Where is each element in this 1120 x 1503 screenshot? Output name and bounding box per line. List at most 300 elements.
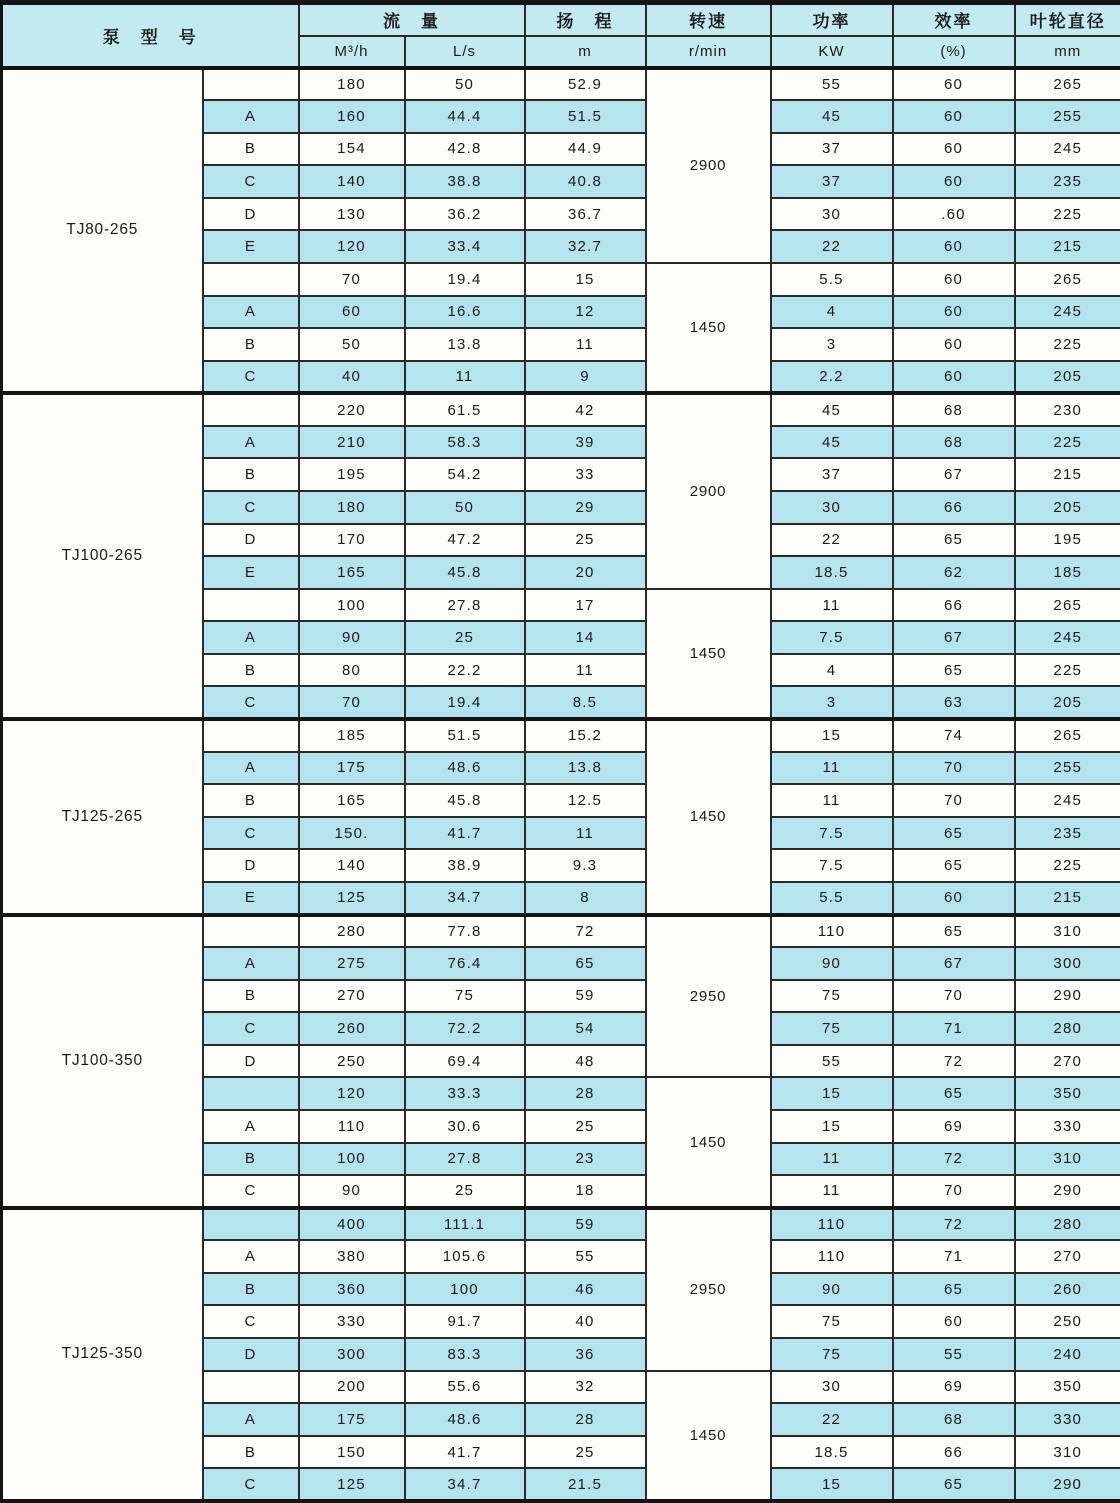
variant-cell: C	[203, 1175, 299, 1208]
efficiency-cell: 71	[893, 1240, 1015, 1273]
table-row	[2, 393, 1120, 426]
efficiency-cell: 60	[893, 296, 1015, 329]
speed-cell: 2950	[646, 1208, 771, 1371]
flow-ls-cell: 22.2	[405, 654, 525, 687]
header-speed: 转速	[646, 3, 771, 36]
impeller-cell: 185	[1015, 556, 1120, 589]
flow-ls-cell: 91.7	[405, 1305, 525, 1338]
power-cell: 11	[771, 752, 893, 785]
impeller-cell: 235	[1015, 165, 1120, 198]
flow-ls-cell: 76.4	[405, 947, 525, 980]
head-m-cell: 40	[525, 1305, 646, 1338]
variant-cell: C	[203, 1468, 299, 1501]
flow-m3h-cell: 210	[299, 426, 405, 459]
efficiency-cell: 60	[893, 263, 1015, 296]
flow-m3h-cell: 400	[299, 1208, 405, 1241]
head-m-cell: 72	[525, 915, 646, 948]
flow-m3h-cell: 125	[299, 1468, 405, 1501]
unit-kw: KW	[771, 36, 893, 68]
efficiency-cell: 55	[893, 1338, 1015, 1371]
flow-ls-cell: 16.6	[405, 296, 525, 329]
head-m-cell: 40.8	[525, 165, 646, 198]
variant-cell: A	[203, 1240, 299, 1273]
impeller-cell: 215	[1015, 882, 1120, 915]
flow-m3h-cell: 175	[299, 1403, 405, 1436]
flow-m3h-cell: 60	[299, 296, 405, 329]
variant-cell	[203, 719, 299, 752]
head-m-cell: 21.5	[525, 1468, 646, 1501]
flow-ls-cell: 34.7	[405, 882, 525, 915]
flow-ls-cell: 83.3	[405, 1338, 525, 1371]
efficiency-cell: 65	[893, 1077, 1015, 1110]
flow-ls-cell: 48.6	[405, 752, 525, 785]
flow-ls-cell: 72.2	[405, 1012, 525, 1045]
flow-m3h-cell: 165	[299, 556, 405, 589]
head-m-cell: 33	[525, 458, 646, 491]
power-cell: 90	[771, 947, 893, 980]
impeller-cell: 290	[1015, 1468, 1120, 1501]
power-cell: 11	[771, 1143, 893, 1176]
flow-ls-cell: 19.4	[405, 686, 525, 719]
head-m-cell: 46	[525, 1273, 646, 1306]
head-m-cell: 17	[525, 589, 646, 622]
efficiency-cell: 60	[893, 328, 1015, 361]
power-cell: 3	[771, 686, 893, 719]
power-cell: 75	[771, 980, 893, 1013]
variant-cell	[203, 1371, 299, 1404]
flow-m3h-cell: 154	[299, 133, 405, 166]
flow-m3h-cell: 40	[299, 361, 405, 394]
variant-cell: A	[203, 1403, 299, 1436]
power-cell: 11	[771, 589, 893, 622]
impeller-cell: 225	[1015, 198, 1120, 231]
flow-ls-cell: 111.1	[405, 1208, 525, 1241]
variant-cell: D	[203, 524, 299, 557]
power-cell: 11	[771, 784, 893, 817]
variant-cell: B	[203, 784, 299, 817]
flow-ls-cell: 44.4	[405, 100, 525, 133]
impeller-cell: 225	[1015, 328, 1120, 361]
efficiency-cell: 60	[893, 68, 1015, 101]
head-m-cell: 8.5	[525, 686, 646, 719]
impeller-cell: 245	[1015, 784, 1120, 817]
impeller-cell: 280	[1015, 1012, 1120, 1045]
efficiency-cell: 60	[893, 882, 1015, 915]
power-cell: 90	[771, 1273, 893, 1306]
variant-cell: C	[203, 361, 299, 394]
flow-m3h-cell: 360	[299, 1273, 405, 1306]
flow-ls-cell: 61.5	[405, 393, 525, 426]
header-flow: 流 量	[299, 3, 525, 36]
flow-ls-cell: 38.8	[405, 165, 525, 198]
head-m-cell: 25	[525, 1436, 646, 1469]
unit-ls: L/s	[405, 36, 525, 68]
head-m-cell: 13.8	[525, 752, 646, 785]
impeller-cell: 310	[1015, 1143, 1120, 1176]
efficiency-cell: 65	[893, 654, 1015, 687]
impeller-cell: 235	[1015, 817, 1120, 850]
variant-cell: C	[203, 817, 299, 850]
variant-cell: B	[203, 328, 299, 361]
impeller-cell: 230	[1015, 393, 1120, 426]
power-cell: 75	[771, 1012, 893, 1045]
head-m-cell: 12.5	[525, 784, 646, 817]
impeller-cell: 195	[1015, 524, 1120, 557]
variant-cell: E	[203, 556, 299, 589]
power-cell: 2.2	[771, 361, 893, 394]
efficiency-cell: 72	[893, 1045, 1015, 1078]
head-m-cell: 11	[525, 328, 646, 361]
header-impeller: 叶轮直径	[1015, 3, 1120, 36]
speed-cell: 1450	[646, 263, 771, 393]
power-cell: 18.5	[771, 1436, 893, 1469]
head-m-cell: 11	[525, 817, 646, 850]
table-body	[2, 68, 1120, 1502]
model-cell: TJ125-350	[2, 1208, 203, 1501]
head-m-cell: 42	[525, 393, 646, 426]
variant-cell	[203, 68, 299, 101]
flow-m3h-cell: 90	[299, 1175, 405, 1208]
efficiency-cell: 72	[893, 1143, 1015, 1176]
flow-m3h-cell: 195	[299, 458, 405, 491]
flow-m3h-cell: 80	[299, 654, 405, 687]
efficiency-cell: 66	[893, 1436, 1015, 1469]
flow-m3h-cell: 170	[299, 524, 405, 557]
variant-cell: D	[203, 1338, 299, 1371]
impeller-cell: 350	[1015, 1371, 1120, 1404]
head-m-cell: 32.7	[525, 230, 646, 263]
flow-m3h-cell: 140	[299, 165, 405, 198]
head-m-cell: 28	[525, 1403, 646, 1436]
head-m-cell: 11	[525, 654, 646, 687]
impeller-cell: 330	[1015, 1110, 1120, 1143]
head-m-cell: 9	[525, 361, 646, 394]
power-cell: 5.5	[771, 882, 893, 915]
header-labels-row	[2, 3, 1120, 36]
power-cell: 110	[771, 915, 893, 948]
unit-percent: (%)	[893, 36, 1015, 68]
efficiency-cell: 60	[893, 361, 1015, 394]
power-cell: 4	[771, 296, 893, 329]
flow-ls-cell: 45.8	[405, 556, 525, 589]
impeller-cell: 265	[1015, 263, 1120, 296]
speed-cell: 2950	[646, 915, 771, 1078]
variant-cell: D	[203, 849, 299, 882]
power-cell: 30	[771, 1371, 893, 1404]
variant-cell	[203, 393, 299, 426]
efficiency-cell: .60	[893, 198, 1015, 231]
variant-cell: C	[203, 1012, 299, 1045]
efficiency-cell: 65	[893, 1468, 1015, 1501]
impeller-cell: 260	[1015, 1273, 1120, 1306]
head-m-cell: 25	[525, 524, 646, 557]
efficiency-cell: 71	[893, 1012, 1015, 1045]
variant-cell: E	[203, 882, 299, 915]
variant-cell	[203, 589, 299, 622]
flow-m3h-cell: 165	[299, 784, 405, 817]
header-model: 泵 型 号	[2, 3, 299, 68]
flow-m3h-cell: 200	[299, 1371, 405, 1404]
impeller-cell: 205	[1015, 491, 1120, 524]
model-cell: TJ125-265	[2, 719, 203, 914]
impeller-cell: 245	[1015, 621, 1120, 654]
flow-ls-cell: 42.8	[405, 133, 525, 166]
efficiency-cell: 68	[893, 1403, 1015, 1436]
variant-cell: A	[203, 1110, 299, 1143]
flow-m3h-cell: 275	[299, 947, 405, 980]
impeller-cell: 265	[1015, 719, 1120, 752]
flow-m3h-cell: 220	[299, 393, 405, 426]
flow-m3h-cell: 185	[299, 719, 405, 752]
head-m-cell: 52.9	[525, 68, 646, 101]
efficiency-cell: 63	[893, 686, 1015, 719]
variant-cell: C	[203, 1305, 299, 1338]
flow-m3h-cell: 280	[299, 915, 405, 948]
variant-cell: B	[203, 1143, 299, 1176]
impeller-cell: 265	[1015, 68, 1120, 101]
head-m-cell: 39	[525, 426, 646, 459]
power-cell: 3	[771, 328, 893, 361]
flow-m3h-cell: 110	[299, 1110, 405, 1143]
power-cell: 75	[771, 1305, 893, 1338]
unit-m: m	[525, 36, 646, 68]
head-m-cell: 15.2	[525, 719, 646, 752]
flow-m3h-cell: 125	[299, 882, 405, 915]
efficiency-cell: 68	[893, 393, 1015, 426]
header-efficiency: 效率	[893, 3, 1015, 36]
power-cell: 37	[771, 458, 893, 491]
power-cell: 37	[771, 133, 893, 166]
table-row	[2, 719, 1120, 752]
model-cell: TJ100-350	[2, 915, 203, 1208]
power-cell: 5.5	[771, 263, 893, 296]
variant-cell	[203, 263, 299, 296]
power-cell: 45	[771, 100, 893, 133]
efficiency-cell: 60	[893, 165, 1015, 198]
variant-cell: D	[203, 1045, 299, 1078]
head-m-cell: 20	[525, 556, 646, 589]
head-m-cell: 8	[525, 882, 646, 915]
flow-ls-cell: 105.6	[405, 1240, 525, 1273]
efficiency-cell: 72	[893, 1208, 1015, 1241]
speed-cell: 2900	[646, 68, 771, 263]
header-head: 扬 程	[525, 3, 646, 36]
power-cell: 55	[771, 68, 893, 101]
speed-cell: 1450	[646, 1077, 771, 1207]
efficiency-cell: 68	[893, 426, 1015, 459]
head-m-cell: 29	[525, 491, 646, 524]
efficiency-cell: 70	[893, 752, 1015, 785]
power-cell: 15	[771, 1468, 893, 1501]
flow-ls-cell: 19.4	[405, 263, 525, 296]
efficiency-cell: 60	[893, 230, 1015, 263]
head-m-cell: 23	[525, 1143, 646, 1176]
head-m-cell: 28	[525, 1077, 646, 1110]
efficiency-cell: 70	[893, 980, 1015, 1013]
efficiency-cell: 65	[893, 524, 1015, 557]
flow-ls-cell: 45.8	[405, 784, 525, 817]
efficiency-cell: 65	[893, 849, 1015, 882]
unit-rmin: r/min	[646, 36, 771, 68]
variant-cell: A	[203, 100, 299, 133]
flow-ls-cell: 100	[405, 1273, 525, 1306]
flow-m3h-cell: 150.	[299, 817, 405, 850]
head-m-cell: 59	[525, 980, 646, 1013]
efficiency-cell: 70	[893, 784, 1015, 817]
flow-ls-cell: 27.8	[405, 1143, 525, 1176]
impeller-cell: 255	[1015, 752, 1120, 785]
efficiency-cell: 70	[893, 1175, 1015, 1208]
efficiency-cell: 66	[893, 491, 1015, 524]
impeller-cell: 350	[1015, 1077, 1120, 1110]
efficiency-cell: 65	[893, 1273, 1015, 1306]
power-cell: 4	[771, 654, 893, 687]
flow-m3h-cell: 330	[299, 1305, 405, 1338]
impeller-cell: 215	[1015, 458, 1120, 491]
efficiency-cell: 62	[893, 556, 1015, 589]
power-cell: 110	[771, 1208, 893, 1241]
efficiency-cell: 65	[893, 915, 1015, 948]
efficiency-cell: 60	[893, 133, 1015, 166]
head-m-cell: 44.9	[525, 133, 646, 166]
impeller-cell: 250	[1015, 1305, 1120, 1338]
flow-ls-cell: 27.8	[405, 589, 525, 622]
variant-cell: E	[203, 230, 299, 263]
flow-m3h-cell: 90	[299, 621, 405, 654]
impeller-cell: 245	[1015, 296, 1120, 329]
variant-cell: C	[203, 686, 299, 719]
flow-m3h-cell: 380	[299, 1240, 405, 1273]
variant-cell: B	[203, 1273, 299, 1306]
flow-ls-cell: 51.5	[405, 719, 525, 752]
flow-ls-cell: 36.2	[405, 198, 525, 231]
power-cell: 22	[771, 230, 893, 263]
power-cell: 7.5	[771, 621, 893, 654]
impeller-cell: 290	[1015, 1175, 1120, 1208]
variant-cell: C	[203, 165, 299, 198]
power-cell: 11	[771, 1175, 893, 1208]
variant-cell: A	[203, 752, 299, 785]
flow-m3h-cell: 100	[299, 1143, 405, 1176]
head-m-cell: 36.7	[525, 198, 646, 231]
impeller-cell: 280	[1015, 1208, 1120, 1241]
speed-cell: 1450	[646, 719, 771, 914]
power-cell: 55	[771, 1045, 893, 1078]
flow-m3h-cell: 270	[299, 980, 405, 1013]
impeller-cell: 255	[1015, 100, 1120, 133]
power-cell: 37	[771, 165, 893, 198]
flow-m3h-cell: 300	[299, 1338, 405, 1371]
impeller-cell: 310	[1015, 915, 1120, 948]
flow-ls-cell: 48.6	[405, 1403, 525, 1436]
power-cell: 30	[771, 491, 893, 524]
flow-ls-cell: 13.8	[405, 328, 525, 361]
flow-m3h-cell: 140	[299, 849, 405, 882]
variant-cell: B	[203, 1436, 299, 1469]
efficiency-cell: 67	[893, 621, 1015, 654]
flow-m3h-cell: 130	[299, 198, 405, 231]
impeller-cell: 290	[1015, 980, 1120, 1013]
efficiency-cell: 74	[893, 719, 1015, 752]
power-cell: 7.5	[771, 849, 893, 882]
power-cell: 30	[771, 198, 893, 231]
impeller-cell: 205	[1015, 686, 1120, 719]
power-cell: 22	[771, 524, 893, 557]
efficiency-cell: 65	[893, 817, 1015, 850]
head-m-cell: 36	[525, 1338, 646, 1371]
variant-cell	[203, 1077, 299, 1110]
head-m-cell: 48	[525, 1045, 646, 1078]
power-cell: 45	[771, 393, 893, 426]
flow-m3h-cell: 180	[299, 491, 405, 524]
variant-cell: D	[203, 198, 299, 231]
flow-ls-cell: 30.6	[405, 1110, 525, 1143]
table-row	[2, 915, 1120, 948]
head-m-cell: 59	[525, 1208, 646, 1241]
flow-ls-cell: 75	[405, 980, 525, 1013]
variant-cell: B	[203, 980, 299, 1013]
flow-m3h-cell: 70	[299, 263, 405, 296]
efficiency-cell: 69	[893, 1371, 1015, 1404]
table-row	[2, 68, 1120, 101]
head-m-cell: 54	[525, 1012, 646, 1045]
head-m-cell: 18	[525, 1175, 646, 1208]
impeller-cell: 265	[1015, 589, 1120, 622]
impeller-cell: 225	[1015, 849, 1120, 882]
impeller-cell: 225	[1015, 654, 1120, 687]
flow-ls-cell: 55.6	[405, 1371, 525, 1404]
flow-ls-cell: 58.3	[405, 426, 525, 459]
flow-ls-cell: 69.4	[405, 1045, 525, 1078]
impeller-cell: 245	[1015, 133, 1120, 166]
head-m-cell: 65	[525, 947, 646, 980]
power-cell: 45	[771, 426, 893, 459]
head-m-cell: 12	[525, 296, 646, 329]
flow-ls-cell: 41.7	[405, 817, 525, 850]
flow-ls-cell: 47.2	[405, 524, 525, 557]
flow-m3h-cell: 70	[299, 686, 405, 719]
flow-m3h-cell: 50	[299, 328, 405, 361]
flow-m3h-cell: 150	[299, 1436, 405, 1469]
table-header	[2, 3, 1120, 68]
flow-m3h-cell: 180	[299, 68, 405, 101]
head-m-cell: 9.3	[525, 849, 646, 882]
head-m-cell: 55	[525, 1240, 646, 1273]
speed-cell: 2900	[646, 393, 771, 588]
variant-cell	[203, 915, 299, 948]
efficiency-cell: 60	[893, 100, 1015, 133]
power-cell: 110	[771, 1240, 893, 1273]
efficiency-cell: 67	[893, 458, 1015, 491]
unit-m3h: M³/h	[299, 36, 405, 68]
table-row	[2, 1208, 1120, 1241]
power-cell: 15	[771, 1110, 893, 1143]
flow-m3h-cell: 250	[299, 1045, 405, 1078]
flow-ls-cell: 50	[405, 491, 525, 524]
flow-ls-cell: 33.3	[405, 1077, 525, 1110]
speed-cell: 1450	[646, 1371, 771, 1501]
impeller-cell: 215	[1015, 230, 1120, 263]
power-cell: 75	[771, 1338, 893, 1371]
header-power: 功率	[771, 3, 893, 36]
impeller-cell: 205	[1015, 361, 1120, 394]
impeller-cell: 270	[1015, 1045, 1120, 1078]
impeller-cell: 330	[1015, 1403, 1120, 1436]
efficiency-cell: 66	[893, 589, 1015, 622]
impeller-cell: 300	[1015, 947, 1120, 980]
flow-ls-cell: 54.2	[405, 458, 525, 491]
variant-cell: A	[203, 947, 299, 980]
